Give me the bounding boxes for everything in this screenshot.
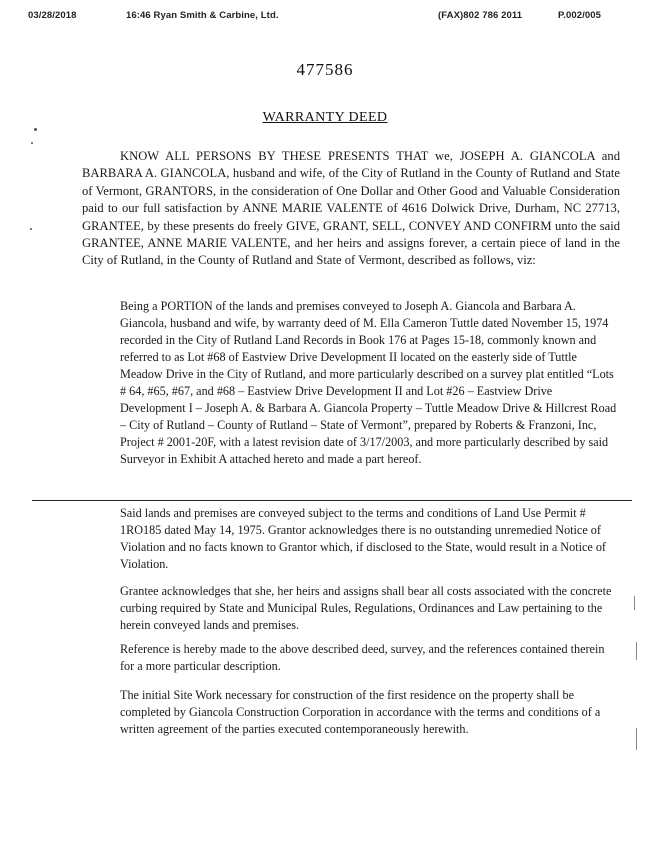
scan-speck [30,228,32,230]
fax-time-sender: 16:46 Ryan Smith & Carbine, Ltd. [126,10,279,21]
grantee-acknowledgement-paragraph: Grantee acknowledges that she, her heirs and assigns shall bear all costs associated with the concrete curbing required by State and Municipal Rules, Regulations, Ordinances and Law pertaining to the herein conveyed lands and premises. [120,584,612,632]
document-title: WARRANTY DEED [262,110,388,125]
portion-paragraph: Being a PORTION of the lands and premises conveyed to Joseph A. Giancola and Barbara A. Giancola, husband and wife, by warranty deed of M. Ella Cameron Tuttle dated November 15, 1974 recorded in the City of Rutland Land Records in Book 176 at Pages 15-18, commonly known and referred to as Lot #68 of Eastview Drive Development II located on the easterly side of Tuttle Meadow Drive in the City of Rutland, and more particularly described on a survey plat entitled “Lots # 64, #65, #67, and #68 – Eastview Drive Development II and Lot #26 – Eastview Drive Development I – Joseph A. & Barbara A. Giancola Property – Tuttle Meadow Drive & Hillcrest Road – City of Rutland – County of Rutland – State of Vermont”, prepared by Roberts & Franzoni, Inc, Project # 2001-20F, with a latest revision date of 3/17/2003, and more particularly described by said Surveyor in Exhibit A attached hereto and made a part hereof. [120,299,617,466]
fax-number: (FAX)802 786 2011 [438,10,523,21]
scan-speck [31,142,33,144]
document-number: 477586 [296,60,354,79]
fax-date: 03/28/2018 [28,10,77,21]
fax-page-number: P.002/005 [558,10,601,21]
margin-mark [636,728,637,750]
margin-mark [634,596,635,610]
margin-mark [636,642,637,660]
horizontal-divider [32,500,632,501]
reference-paragraph: Reference is hereby made to the above described deed, survey, and the references contained therein for a more particular description. [120,642,605,673]
intro-paragraph: KNOW ALL PERSONS BY THESE PRESENTS THAT we, JOSEPH A. GIANCOLA and BARBARA A. GIANCOLA, husband and wife, of the City of Rutland in the County of Rutland and State of Vermont, GRANTORS, in the consideration of One Dollar and Other Good and Valuable Consideration paid to our full satisfaction by ANNE MARIE VALENTE of 4616 Dolwick Drive, Durham, NC 27713, GRANTEE, by these presents do freely GIVE, GRANT, SELL, CONVEY AND CONFIRM unto the said GRANTEE, ANNE MARIE VALENTE, and her heirs and assigns forever, a certain piece of land in the City of Rutland, in the County of Rutland and State of Vermont, described as follows, viz: [82,149,620,268]
subject-to-permit-paragraph: Said lands and premises are conveyed subject to the terms and conditions of Land Use Permit # 1RO185 dated May 14, 1975. Grantor acknowledges there is no outstanding unremedied Notice of Violation and no facts known to Grantor which, if disclosed to the State, would result in a Notice of Violation. [120,506,606,571]
scan-speck [34,128,37,131]
fax-header [28,10,628,24]
site-work-paragraph: The initial Site Work necessary for construction of the first residence on the property shall be completed by Giancola Construction Corporation in accordance with the terms and conditions of a written agreement of the parties executed contemporaneously herewith. [120,688,601,736]
